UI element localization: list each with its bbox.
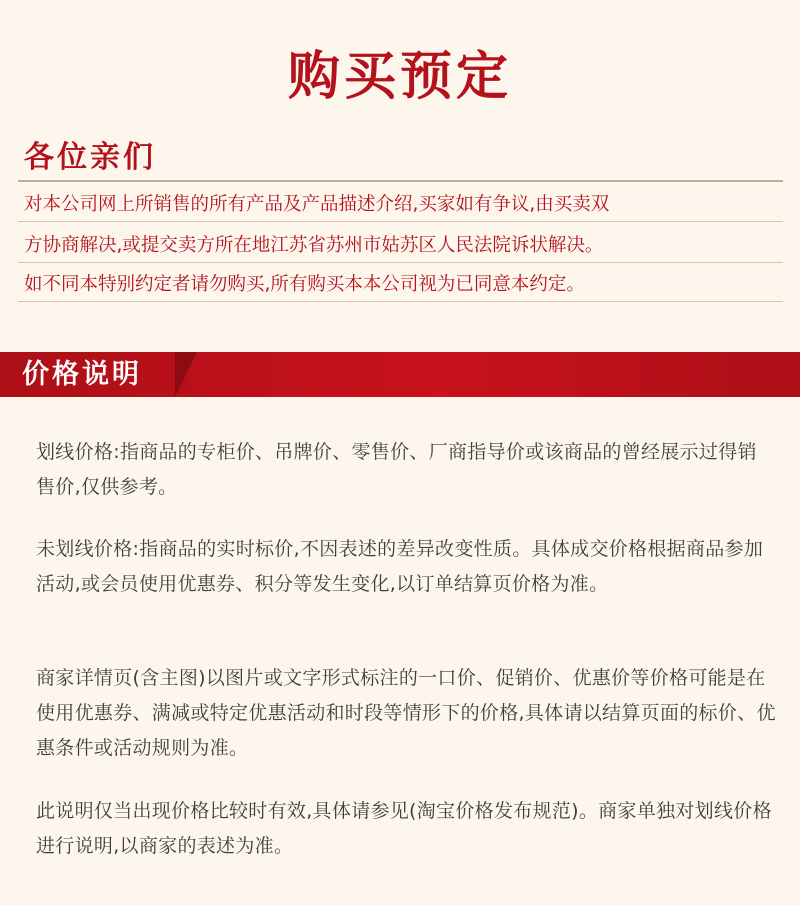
price-paragraph: 商家详情页(含主图)以图片或文字形式标注的一口价、促销价、优惠价等价格可能是在使用优惠券、满减或特定优惠活动和时段等情形下的价格,具体请以结算页面的标价、优惠条件或活动规则为准。 [36,667,776,759]
price-paragraph: 此说明仅当出现价格比较时有效,具体请参见(淘宝价格发布规范)。商家单独对划线价格进行说明,以商家的表述为准。 [36,800,772,857]
price-section-heading: 价格说明 [22,359,142,390]
notice-heading-divider [18,180,783,182]
notice-line: 方协商解决,或提交卖方所在地江苏省苏州市姑苏区人民法院诉状解决。 [18,228,783,263]
page-title: 购买预定 [287,46,512,107]
notice-line: 如不同本特别约定者请勿购买,所有购买本本公司视为已同意本约定。 [18,267,783,302]
notice-line: 对本公司网上所销售的所有产品及产品描述介绍,买家如有争议,由买卖双 [18,187,783,222]
notice-heading: 各位亲们 [24,140,156,175]
price-paragraph: 未划线价格:指商品的实时标价,不因表述的差异改变性质。具体成交价格根据商品参加活动,或会员使用优惠券、积分等发生变化,以订单结算页价格为准。 [36,538,764,595]
price-paragraph: 划线价格:指商品的专柜价、吊牌价、零售价、厂商指导价或该商品的曾经展示过得销售价,仅供参考。 [36,441,757,498]
price-section-banner [0,352,800,397]
